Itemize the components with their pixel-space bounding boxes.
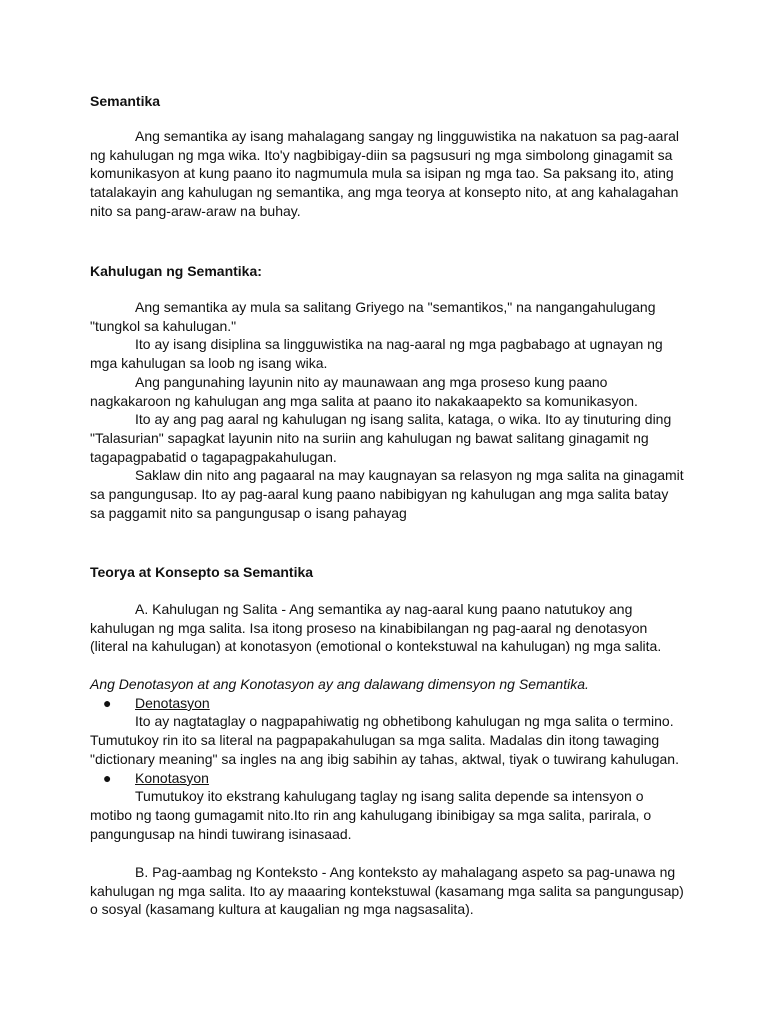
list-item-denotasyon xyxy=(90,694,690,713)
text-line: tagapagpabatid o tagapagpakahulugan. xyxy=(90,448,337,465)
bullet-icon: ● xyxy=(103,769,112,786)
text-line: Tumutukoy ito ekstrang kahulugang taglay ng isang salita depende sa intensyon o xyxy=(135,788,644,805)
dimension-list xyxy=(90,675,690,843)
text-line: sa paggamit nito sa pangungusap o isang pahayag xyxy=(90,504,407,521)
text-line: pangungusap na hindi tuwirang isinasaad. xyxy=(90,825,352,842)
section-heading-teorya: Teorya at Konsepto sa Semantika xyxy=(90,564,314,580)
text-line: kahulugan ng mga salita. Isa itong proseso na kinabibilangan ng pag-aaral ng denotasyon xyxy=(90,619,648,636)
kahulugan-paragraphs xyxy=(90,298,690,522)
text-line: Ang semantika ay isang mahalagang sangay ng lingguwistika na nakatuon sa pag-aaral xyxy=(135,128,680,144)
text-line: "dictionary meaning" sa ingles na ang ibig sabihin ay tahas, aktwal, tiyak o tuwirang kahulugan. xyxy=(90,750,679,767)
text-line: nagkakaroon ng kahulugan ang mga salita at paano ito nakakaapekto sa komunikasyon. xyxy=(90,392,638,409)
term-konotasyon: Konotasyon xyxy=(135,769,209,786)
intro-paragraph xyxy=(90,127,690,221)
section-b-paragraph xyxy=(90,863,690,919)
text-line: sa pangungusap. Ito ay pag-aaral kung paano nabibigyan ng kahulugan ang mga salita batay xyxy=(90,486,669,503)
text-line: mga kahulugan sa loob ng isang wika. xyxy=(90,355,328,372)
text-line: nito sa pang-araw-araw na buhay. xyxy=(90,202,301,219)
text-line: B. Pag-aambag ng Konteksto - Ang konteksto ay mahalagang aspeto sa pag-unawa ng xyxy=(135,864,676,880)
text-line: A. Kahulugan ng Salita - Ang semantika ay nag-aaral kung paano natutukoy ang xyxy=(135,601,633,617)
text-line: ng kahulugan ng mga wika. Ito'y nagbibigay-diin sa pagsusuri ng mga simbolong ginagamit sa xyxy=(90,146,673,163)
text-line: Ang pangunahing layunin nito ay maunawaan ang mga proseso kung paano xyxy=(135,373,608,390)
term-denotasyon: Denotasyon xyxy=(135,694,210,711)
list-item-konotasyon xyxy=(90,769,690,788)
text-line: "Talasurian" sapagkat layunin nito na suriin ang kahulugan ng bawat salitang ginagamit ng xyxy=(90,429,649,446)
dimension-note: Ang Denotasyon at ang Konotasyon ay ang dalawang dimensyon ng Semantika. xyxy=(90,676,589,692)
text-line: tatalakayin ang kahulugan ng semantika, ang mga teorya at konsepto nito, at ang kahalagahan xyxy=(90,184,679,201)
text-line: Ito ay nagtataglay o nagpapahiwatig ng obhetibong kahulugan ng mga salita o termino. xyxy=(135,713,674,730)
text-line: Ito ay isang disiplina sa lingguwistika na nag-aaral ng mga pagbabago at ugnayan ng xyxy=(135,336,663,353)
text-line: kahulugan ng mga salita. Ito ay maaaring kontekstuwal (kasamang mga salita sa pangungusap) xyxy=(90,882,684,899)
text-line: Ang semantika ay mula sa salitang Griyego na "semantikos," na nangangahulugang xyxy=(135,299,656,315)
page-title: Semantika xyxy=(90,93,161,109)
bullet-icon: ● xyxy=(103,694,112,711)
text-line: "tungkol sa kahulugan." xyxy=(90,317,237,334)
text-line: Ito ay ang pag aaral ng kahulugan ng isang salita, kataga, o wika. Ito ay tinuturing ding xyxy=(135,411,672,428)
text-line: komunikasyon at kung paano ito nagmumula mula sa isipan ng mga tao. Sa paksang ito, ating xyxy=(90,165,674,182)
section-heading-kahulugan: Kahulugan ng Semantika: xyxy=(90,263,262,279)
text-line: Saklaw din nito ang pagaaral na may kaugnayan sa relasyon ng mga salita na ginagamit xyxy=(135,467,684,484)
section-a-paragraph xyxy=(90,600,690,656)
text-line: o sosyal (kasamang kultura at kaugalian ng mga nagsasalita). xyxy=(90,901,474,918)
text-line: Tumutukoy rin ito sa literal na pagpapakahulugan sa mga salita. Madalas din itong tawaging xyxy=(90,732,660,749)
text-line: (literal na kahulugan) at konotasyon (emotional o kontekstuwal na kahulugan) ng mga salita. xyxy=(90,638,662,655)
text-line: motibo ng taong gumagamit nito.Ito rin ang kahulugang ibinibigay sa mga salita, parirala, o xyxy=(90,806,652,823)
